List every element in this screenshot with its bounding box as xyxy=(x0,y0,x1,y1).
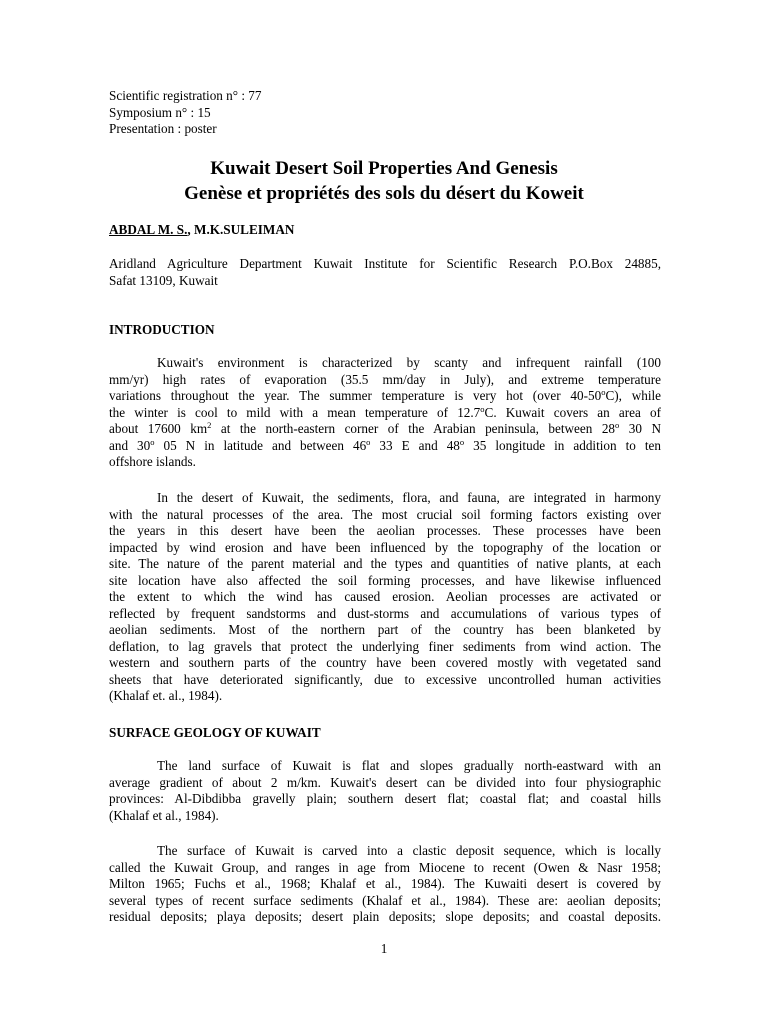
author-first: ABDAL M. S. xyxy=(109,222,188,237)
affiliation-line-2: Safat 13109, Kuwait xyxy=(109,272,218,288)
geology-p1-line: (Khalaf et al., 1984). xyxy=(109,807,219,823)
intro-p2-line: In the desert of Kuwait, the sediments, flora, and fauna, are integrated in harmony xyxy=(157,490,661,505)
geology-p2-line: several types of recent surface sediments (Khalaf et al., 1984). These are: aeolian deposits; xyxy=(109,892,661,908)
page-number: 1 xyxy=(380,941,388,956)
symposium-line: Symposium n° : 15 xyxy=(109,104,211,120)
intro-p2-line: (Khalaf et. al., 1984). xyxy=(109,688,223,703)
intro-p2-line: impacted by wind erosion and have been influenced by the topography of the location or xyxy=(109,539,661,555)
geology-p2-line: The surface of Kuwait is carved into a clastic deposit sequence, which is locally xyxy=(157,843,661,858)
intro-p1-line: about 17600 $km^2$ at the north-eastern corner of the Arabian peninsula, between 28$^o$ 30 N xyxy=(109,421,661,436)
title-french: Genèse et propriétés des sols du désert du Koweit xyxy=(184,183,584,204)
intro-p1-line: the winter is cool to mild with a mean temperature of 12.7$^o$C. Kuwait covers an area of xyxy=(109,404,661,420)
intro-p2-line: the extent to which the wind has caused erosion. Aeolian processes are activated or xyxy=(109,589,661,604)
affiliation xyxy=(109,256,661,289)
paper-title xyxy=(84,156,684,206)
intro-p2-line: the years in this desert have been the aeolian processes. These processes have been xyxy=(109,523,661,538)
geology-paragraph-1 xyxy=(109,758,661,824)
intro-paragraph-2 xyxy=(109,490,661,705)
intro-p2-line: site. The nature of the parent material and the types and quantities of native plants, at each xyxy=(109,556,661,571)
author-separator: , xyxy=(187,222,194,237)
geology-p2-line: residual deposits; playa deposits; desert plain deposits; slope deposits; and coastal deposits. xyxy=(109,909,661,924)
geology-p2-line: called the Kuwait Group, and ranges in age from Miocene to recent (Owen & Nasr 1958; xyxy=(109,859,661,875)
intro-p1-line: offshore islands. xyxy=(109,454,196,469)
registration-line: Scientific registration n° : 77 xyxy=(109,88,262,103)
title-english: Kuwait Desert Soil Properties And Genesis xyxy=(210,158,558,179)
authors xyxy=(109,222,661,239)
geology-p1-line: The land surface of Kuwait is flat and slopes gradually north-eastward with an xyxy=(157,758,661,773)
surface-geology-heading: SURFACE GEOLOGY OF KUWAIT xyxy=(109,725,321,740)
intro-paragraph-1 xyxy=(109,355,661,471)
introduction-heading: INTRODUCTION xyxy=(109,322,215,337)
intro-p1-line: and 30$^o$ 05 N in latitude and between 46$^o$ 33 E and 48$^o$ 35 longitude in addition to ten xyxy=(109,437,661,453)
intro-p2-line: reflected by frequent sandstorms and dust-storms and accumulations of various types of xyxy=(109,605,661,621)
affiliation-line-1: Aridland Agriculture Department Kuwait Institute for Scientific Research P.O.Box 24885, xyxy=(109,256,661,271)
intro-p2-line: sheets that have deteriorated significantly, due to excessive uncontrolled human activities xyxy=(109,671,661,687)
presentation-line: Presentation : poster xyxy=(109,121,217,136)
geology-p2-line: Milton 1965; Fuchs et al., 1968; Khalaf et al., 1984). The Kuwaiti desert is covered by xyxy=(109,876,661,891)
intro-p2-line: deflation, to lag gravels that protect the underlying finer sediments from wind action. The xyxy=(109,638,661,654)
intro-p1-line: variations throughout the year. The summer temperature is very hot (over 40-50$^o$C), while xyxy=(109,388,661,403)
geology-p1-line: provinces: Al-Dibdibba gravelly plain; southern desert flat; coastal flat; and coastal hills xyxy=(109,791,661,806)
author-second: M.K.SULEIMAN xyxy=(194,222,295,237)
intro-p2-line: western and southern parts of the country have been covered mostly with vegetated sand xyxy=(109,655,661,670)
intro-p2-line: aeolian sediments. Most of the northern part of the country has been blanketed by xyxy=(109,622,661,637)
geology-p1-line: average gradient of about 2 m/km. Kuwait's desert can be divided into four physiographic xyxy=(109,774,661,790)
submission-meta xyxy=(109,88,661,138)
intro-p1-line: mm/yr) high rates of evaporation (35.5 mm/day in July), and extreme temperature xyxy=(109,371,661,387)
intro-p2-line: with the natural processes of the area. The most crucial soil forming factors existing over xyxy=(109,506,661,522)
intro-p1-line: Kuwait's environment is characterized by scanty and infrequent rainfall (100 xyxy=(157,355,661,370)
intro-p2-line: site location have also affected the soil forming processes, and have likewise influenced xyxy=(109,572,661,588)
geology-paragraph-2 xyxy=(109,843,661,926)
